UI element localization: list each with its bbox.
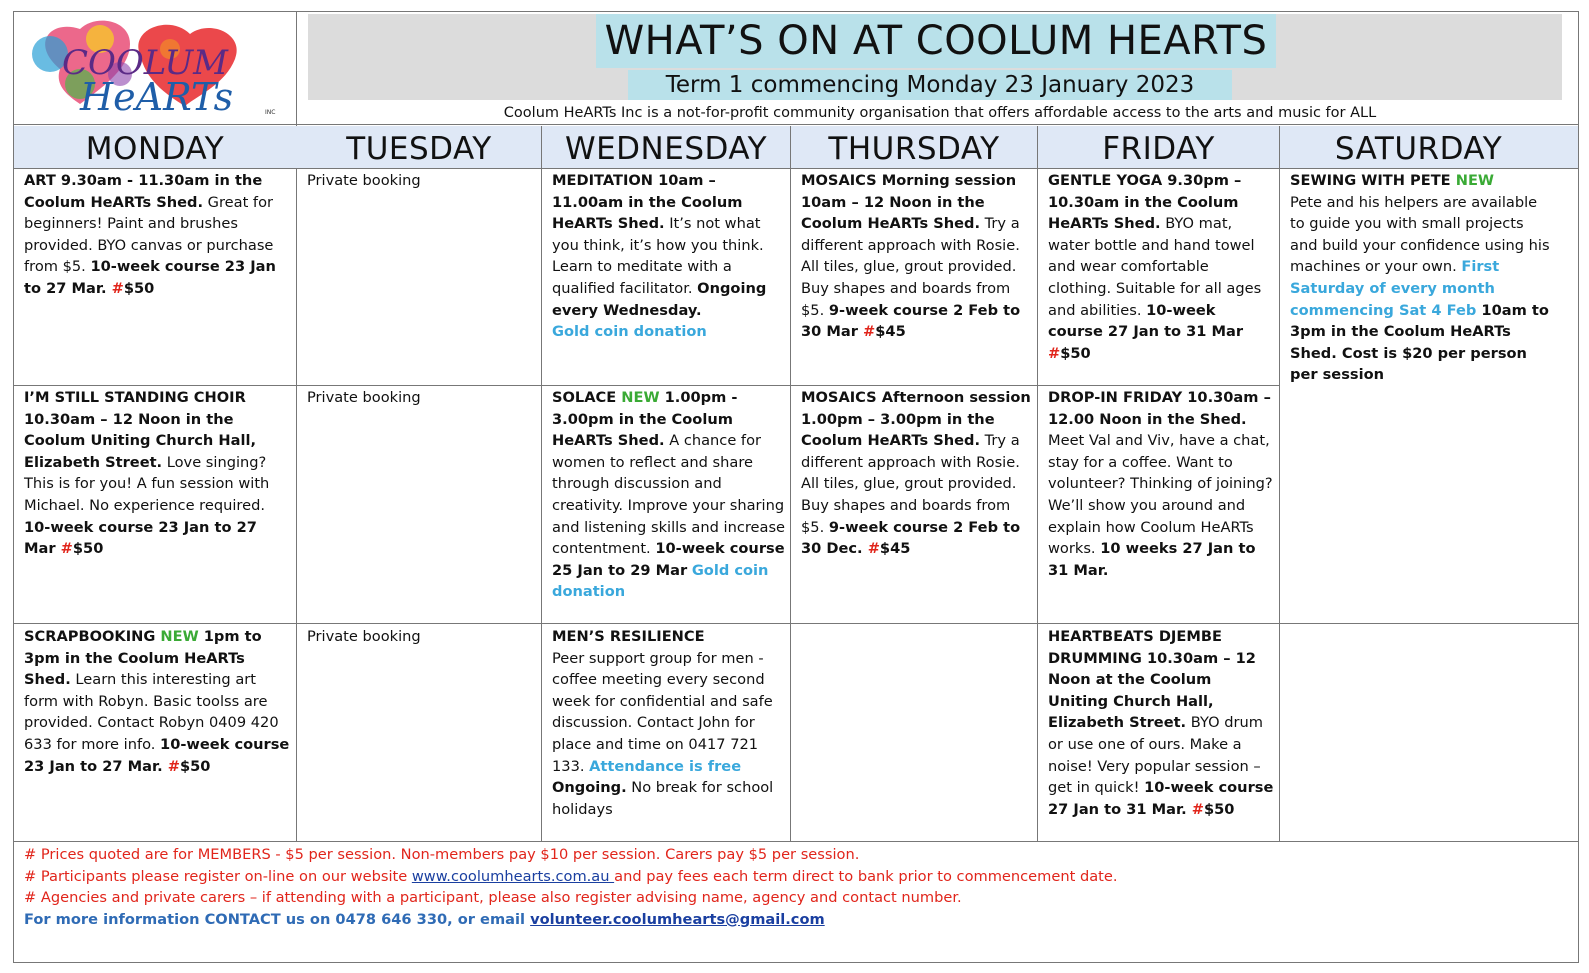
logo-text-coolum: COOLUM: [62, 43, 228, 83]
class-entry-mosaics-morning: MOSAICS Morning session 10am – 12 Noon in the Coolum HeARTs Shed. Try a different approach with Rosie. All tiles, glue, grout provided. Buy shapes and boards from $5. 9-week course 2 Feb to 30 Mar #$45: [801, 172, 1021, 341]
grid-line: [790, 126, 791, 841]
class-entry-mens-resilience: MEN’S RESILIENCE Peer support group for men - coffee meeting every second week for confidential and safe discussion. Contact John for place and time on 0417 721 133. Attendance is free Ongoing. No break for school holidays: [552, 628, 774, 818]
footer-agencies-note: # Agencies and private carers – if attending with a participant, please also register advising name, agency and contact number.: [24, 889, 962, 907]
grid-line: [1037, 126, 1038, 841]
class-entry-art: ART 9.30am - 11.30am in the Coolum HeARTs Shed. Great for beginners! Paint and brushes provided. BYO canvas or purchase from $5. 10-week course 23 Jan to 27 Mar. #$50: [24, 172, 276, 297]
footer-prices-note: # Prices quoted are for MEMBERS - $5 per session. Non-members pay $10 per session. Carers pay $5 per session.: [24, 846, 860, 863]
class-entry-drop-in-friday: DROP-IN FRIDAY 10.30am – 12.00 Noon in the Shed. Meet Val and Viv, have a chat, stay for a coffee. Want to volunteer? Thinking of joining? We’ll show you around and explain how Coolum HeARTs works. 10 weeks 27 Jan to 31 Mar.: [1048, 389, 1273, 579]
grid-line: [1279, 126, 1280, 841]
new-badge: NEW: [160, 628, 199, 645]
svg-text:INC: INC: [265, 109, 276, 116]
day-header-wednesday: WEDNESDAY: [564, 131, 768, 167]
new-badge: NEW: [1455, 172, 1495, 189]
coolum-hearts-logo: [20, 14, 290, 122]
day-header-saturday: SATURDAY: [1334, 131, 1503, 167]
page-title: WHAT’S ON AT COOLUM HEARTS: [604, 18, 1268, 64]
grid-line: [541, 126, 542, 841]
website-link[interactable]: www.coolumhearts.com.au: [411, 867, 615, 885]
class-entry-solace: SOLACE NEW 1.00pm - 3.00pm in the Coolum HeARTs Shed. A chance for women to reflect and share through discussion and creativity. Improve your sharing and listening skills and increase contentment. 10-week course 25 Jan to 29 Mar Gold coin donation: [552, 389, 786, 601]
day-header-tuesday: TUESDAY: [346, 131, 492, 167]
footer-register-note: # Participants please register on-line on our website www.coolumhearts.com.au and pay fees each term direct to bank prior to commencement date.: [24, 867, 1118, 885]
class-entry-djembe-drumming: HEARTBEATS DJEMBE DRUMMING 10.30am – 12 Noon at the Coolum Uniting Church Hall, Elizabeth Street. BYO drum or use one of ours. Make a noise! Very popular session – get in quick! 10-week course 27 Jan to 31 Mar. #$50: [1048, 628, 1274, 818]
email-link[interactable]: volunteer.coolumhearts@gmail.com: [530, 910, 825, 928]
grid-line: [14, 124, 1578, 125]
day-header-friday: FRIDAY: [1102, 131, 1215, 167]
logo-text-hearts: HeARTs: [80, 75, 234, 119]
tagline: Coolum HeARTs Inc is a not-for-profit community organisation that offers affordable access to the arts and music for ALL: [503, 105, 1377, 121]
tuesday-private-booking: Private booking: [307, 389, 421, 406]
grid-line: [14, 623, 1578, 624]
grid-line: [14, 385, 1279, 386]
page-subtitle: Term 1 commencing Monday 23 January 2023: [665, 72, 1195, 98]
day-header-monday: MONDAY: [85, 131, 225, 167]
footer-contact: For more information CONTACT us on 0478 646 330, or email volunteer.coolumhearts@gmail.com: [24, 910, 825, 928]
class-entry-choir: I’M STILL STANDING CHOIR 10.30am – 12 Noon in the Coolum Uniting Church Hall, Elizabeth Street. Love singing? This is for you! A fun session with Michael. No experience required. 10-week course 23 Jan to 27 Mar #$50: [24, 389, 270, 558]
class-entry-mosaics-afternoon: MOSAICS Afternoon session 1.00pm – 3.00pm in the Coolum HeARTs Shed. Try a different approach with Rosie. All tiles, glue, grout provided. Buy shapes and boards from $5. 9-week course 2 Feb to 30 Dec. #$45: [801, 389, 1031, 558]
footer-notes: [24, 844, 1564, 930]
class-entry-sewing: SEWING WITH PETE NEW Pete and his helpers are available to guide you with small projects and build your confidence using his machines or your own. First Saturday of every month commencing Sat 4 Feb 10am to 3pm in the Coolum HeARTs Shed. Cost is $20 per person per session: [1290, 172, 1550, 384]
class-entry-gentle-yoga: GENTLE YOGA 9.30pm – 10.30am in the Coolum HeARTs Shed. BYO mat, water bottle and hand towel and wear comfortable clothing. Suitable for all ages and abilities. 10-week course 27 Jan to 31 Mar #$50: [1048, 172, 1262, 362]
class-entry-meditation: MEDITATION 10am – 11.00am in the Coolum HeARTs Shed. It’s not what you think, it’s how you think. Learn to meditate with a qualified facilitator. Ongoing every Wednesday. Gold coin donation: [552, 172, 767, 341]
day-header-thursday: THURSDAY: [828, 131, 1000, 167]
tuesday-private-booking: Private booking: [307, 628, 421, 645]
class-entry-scrapbooking: SCRAPBOOKING NEW 1pm to 3pm in the Coolum HeARTs Shed. Learn this interesting art form with Robyn. Basic toolss are provided. Contact Robyn 0409 420 633 for more info. 10-week course 23 Jan to 27 Mar. #$50: [24, 628, 290, 775]
grid-line: [14, 168, 1578, 169]
grid-line: [14, 841, 1578, 842]
tuesday-private-booking: Private booking: [307, 172, 421, 189]
new-badge: NEW: [621, 389, 660, 406]
